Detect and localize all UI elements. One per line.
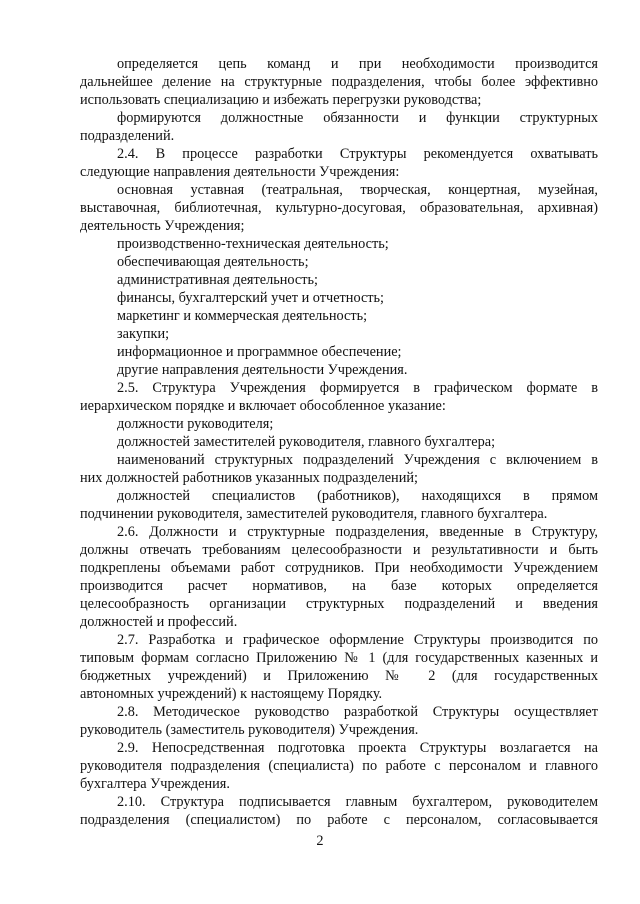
text-line: иерархическом порядке и включает обособленное указание: [80,398,446,414]
text-line: них должностей работников указанных подразделений; [80,470,418,486]
text-line: должностей заместителей руководителя, главного бухгалтера; [117,434,496,450]
text-line: целесообразность организации структурных подразделений и введения [80,596,598,612]
text-line: подразделения (специалистом) по работе с персоналом, согласовывается [80,812,598,828]
text-line: бухгалтера Учреждения. [80,776,230,792]
text-line: подкреплены объемами работ сотрудников. При необходимости Учреждением [80,560,598,576]
text-line: информационное и программное обеспечение; [117,344,402,360]
text-line: наименований структурных подразделений Учреждения с включением в [117,452,598,468]
text-line: основная уставная (театральная, творческая, концертная, музейная, [117,182,598,198]
text-line: выставочная, библиотечная, культурно-досуговая, образовательная, архивная) [80,200,598,216]
text-line: 2.10. Структура подписывается главным бухгалтером, руководителем [117,794,598,810]
text-line: административная деятельность; [117,272,318,288]
text-line: должны отвечать требованиям целесообразности и результативности и быть [80,542,598,558]
text-line: должностей специалистов (работников), находящихся в прямом [117,488,598,504]
text-line: формируются должностные обязанности и функции структурных [117,110,598,126]
text-line: дальнейшее деление на структурные подразделения, чтобы более эффективно [80,74,598,90]
text-line: подчинении руководителя, заместителей руководителя, главного бухгалтера. [80,506,548,522]
page-number: 2 [316,833,324,849]
text-line: производственно-техническая деятельность; [117,236,389,252]
text-line: маркетинг и коммерческая деятельность; [117,308,368,324]
text-line: руководителя подразделения (специалиста) по работе с персоналом и главного [80,758,598,774]
text-line: бюджетных учреждений) и Приложению № 2 (для государственных [80,668,598,684]
text-line: подразделений. [80,128,175,144]
text-line: производится расчет нормативов, на базе которых определяется [80,578,598,594]
text-line: следующие направления деятельности Учреждения: [80,164,400,180]
text-line: использовать специализацию и избежать перегрузки руководства; [80,92,482,108]
text-line: 2.4. В процессе разработки Структуры рекомендуется охватывать [117,146,598,162]
text-line: руководитель (заместитель руководителя) Учреждения. [80,722,419,738]
text-line: должностей и профессий. [80,614,238,630]
text-line: закупки; [117,326,170,342]
text-line: 2.5. Структура Учреждения формируется в графическом формате в [117,380,598,396]
text-line: определяется цепь команд и при необходимости производится [117,56,598,72]
text-line: деятельность Учреждения; [80,218,245,234]
text-line: 2.7. Разработка и графическое оформление Структуры производится по [117,632,598,648]
text-line: 2.6. Должности и структурные подразделения, введенные в Структуру, [117,524,598,540]
text-line: должности руководителя; [117,416,274,432]
text-line: другие направления деятельности Учреждения. [117,362,408,378]
text-line: 2.9. Непосредственная подготовка проекта Структуры возлагается на [117,740,598,756]
text-line: типовым формам согласно Приложению № 1 (для государственных казенных и [80,650,598,666]
text-line: автономных учреждений) к настоящему Порядку. [80,686,383,702]
text-line: 2.8. Методическое руководство разработкой Структуры осуществляет [117,704,598,720]
text-line: финансы, бухгалтерский учет и отчетность; [117,290,385,306]
text-line: обеспечивающая деятельность; [117,254,309,270]
